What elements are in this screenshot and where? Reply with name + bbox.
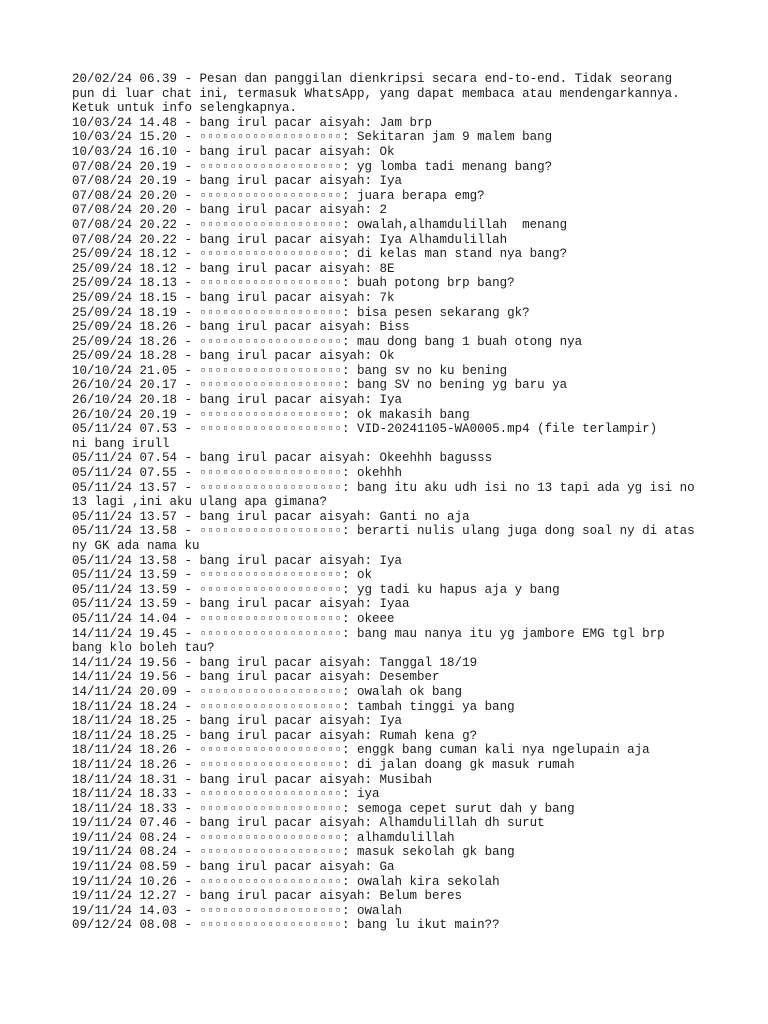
chat-line: 05/11/24 07.55 - ▫▫▫▫▫▫▫▫▫▫▫▫▫▫▫▫▫▫▫: okehhh <box>72 466 403 481</box>
chat-line: 19/11/24 08.24 - ▫▫▫▫▫▫▫▫▫▫▫▫▫▫▫▫▫▫▫: alhamdulillah <box>72 830 455 845</box>
chat-line: 25/09/24 18.12 - ▫▫▫▫▫▫▫▫▫▫▫▫▫▫▫▫▫▫▫: di kelas man stand nya bang? <box>72 247 568 262</box>
chat-line: 10/03/24 16.10 - bang irul pacar aisyah: Ok <box>72 144 395 159</box>
chat-line: 09/12/24 08.08 - ▫▫▫▫▫▫▫▫▫▫▫▫▫▫▫▫▫▫▫: bang lu ikut main?? <box>72 918 500 933</box>
chat-transcript <box>72 72 703 933</box>
chat-line: 18/11/24 18.26 - ▫▫▫▫▫▫▫▫▫▫▫▫▫▫▫▫▫▫▫: enggk bang cuman kali nya ngelupain aja <box>72 743 650 758</box>
chat-line: 10/03/24 15.20 - ▫▫▫▫▫▫▫▫▫▫▫▫▫▫▫▫▫▫▫: Sekitaran jam 9 malem bang <box>72 130 553 145</box>
chat-line: 07/08/24 20.20 - ▫▫▫▫▫▫▫▫▫▫▫▫▫▫▫▫▫▫▫: juara berapa emg? <box>72 188 485 203</box>
chat-line: 18/11/24 18.31 - bang irul pacar aisyah: Musibah <box>72 772 433 787</box>
chat-line: 05/11/24 13.58 - ▫▫▫▫▫▫▫▫▫▫▫▫▫▫▫▫▫▫▫: berarti nulis ulang juga dong soal ny di atas ny GK ada nama ku <box>72 524 703 553</box>
chat-line: 05/11/24 13.59 - ▫▫▫▫▫▫▫▫▫▫▫▫▫▫▫▫▫▫▫: yg tadi ku hapus aja y bang <box>72 582 560 597</box>
chat-line: 10/03/24 14.48 - bang irul pacar aisyah: Jam brp <box>72 115 433 130</box>
chat-line: 19/11/24 12.27 - bang irul pacar aisyah: Belum beres <box>72 889 463 904</box>
chat-line: 19/11/24 14.03 - ▫▫▫▫▫▫▫▫▫▫▫▫▫▫▫▫▫▫▫: owalah <box>72 903 403 918</box>
chat-line: 18/11/24 18.33 - ▫▫▫▫▫▫▫▫▫▫▫▫▫▫▫▫▫▫▫: iya <box>72 787 380 802</box>
chat-line: 19/11/24 07.46 - bang irul pacar aisyah: Alhamdulillah dh surut <box>72 816 545 831</box>
chat-line: 25/09/24 18.19 - ▫▫▫▫▫▫▫▫▫▫▫▫▫▫▫▫▫▫▫: bisa pesen sekarang gk? <box>72 305 530 320</box>
chat-line: 07/08/24 20.22 - ▫▫▫▫▫▫▫▫▫▫▫▫▫▫▫▫▫▫▫: owalah,alhamdulillah menang <box>72 217 568 232</box>
chat-line: 05/11/24 13.57 - ▫▫▫▫▫▫▫▫▫▫▫▫▫▫▫▫▫▫▫: bang itu aku udh isi no 13 tapi ada yg isi no 13 lagi ,ini aku ulang apa gimana? <box>72 480 703 510</box>
chat-line: 07/08/24 20.20 - bang irul pacar aisyah: 2 <box>72 203 388 218</box>
chat-line: 14/11/24 19.45 - ▫▫▫▫▫▫▫▫▫▫▫▫▫▫▫▫▫▫▫: bang mau nanya itu yg jambore EMG tgl brp bang klo boleh tau? <box>72 626 673 656</box>
chat-line: 18/11/24 18.25 - bang irul pacar aisyah: Rumah kena g? <box>72 728 478 743</box>
chat-line: 14/11/24 19.56 - bang irul pacar aisyah: Desember <box>72 670 440 685</box>
chat-line: 18/11/24 18.33 - ▫▫▫▫▫▫▫▫▫▫▫▫▫▫▫▫▫▫▫: semoga cepet surut dah y bang <box>72 801 575 816</box>
chat-line: 19/11/24 10.26 - ▫▫▫▫▫▫▫▫▫▫▫▫▫▫▫▫▫▫▫: owalah kira sekolah <box>72 874 500 889</box>
chat-line: 26/10/24 20.17 - ▫▫▫▫▫▫▫▫▫▫▫▫▫▫▫▫▫▫▫: bang SV no bening yg baru ya <box>72 378 568 393</box>
chat-line: 19/11/24 08.59 - bang irul pacar aisyah: Ga <box>72 860 395 875</box>
chat-line: 14/11/24 19.56 - bang irul pacar aisyah: Tanggal 18/19 <box>72 655 478 670</box>
chat-line: 25/09/24 18.15 - bang irul pacar aisyah: 7k <box>72 290 395 305</box>
chat-line: 19/11/24 08.24 - ▫▫▫▫▫▫▫▫▫▫▫▫▫▫▫▫▫▫▫: masuk sekolah gk bang <box>72 845 515 860</box>
chat-line: 26/10/24 20.18 - bang irul pacar aisyah: Iya <box>72 393 403 408</box>
chat-line: 05/11/24 14.04 - ▫▫▫▫▫▫▫▫▫▫▫▫▫▫▫▫▫▫▫: okeee <box>72 611 395 626</box>
chat-line: 25/09/24 18.12 - bang irul pacar aisyah: 8E <box>72 261 395 276</box>
chat-line: 07/08/24 20.19 - bang irul pacar aisyah: Iya <box>72 174 403 189</box>
chat-line: 07/08/24 20.22 - bang irul pacar aisyah: Iya Alhamdulillah <box>72 232 508 247</box>
chat-line: 18/11/24 18.26 - ▫▫▫▫▫▫▫▫▫▫▫▫▫▫▫▫▫▫▫: di jalan doang gk masuk rumah <box>72 757 575 772</box>
chat-line: 07/08/24 20.19 - ▫▫▫▫▫▫▫▫▫▫▫▫▫▫▫▫▫▫▫: yg lomba tadi menang bang? <box>72 159 553 174</box>
chat-line: 05/11/24 13.58 - bang irul pacar aisyah: Iya <box>72 553 403 568</box>
chat-line: 25/09/24 18.28 - bang irul pacar aisyah: Ok <box>72 349 395 364</box>
chat-line: 05/11/24 07.53 - ▫▫▫▫▫▫▫▫▫▫▫▫▫▫▫▫▫▫▫: VID-20241105-WA0005.mp4 (file terlampir) ni bang irull <box>72 422 658 451</box>
chat-line: 26/10/24 20.19 - ▫▫▫▫▫▫▫▫▫▫▫▫▫▫▫▫▫▫▫: ok makasih bang <box>72 407 470 422</box>
chat-line: 20/02/24 06.39 - Pesan dan panggilan dienkripsi secara end-to-end. Tidak seorang pun di luar chat ini, termasuk WhatsApp, yang dapat membaca atau mendengarkannya. Ketuk untuk info selengkapnya. <box>72 72 688 116</box>
chat-line: 10/10/24 21.05 - ▫▫▫▫▫▫▫▫▫▫▫▫▫▫▫▫▫▫▫: bang sv no ku bening <box>72 363 508 378</box>
chat-line: 18/11/24 18.25 - bang irul pacar aisyah: Iya <box>72 714 403 729</box>
chat-line: 05/11/24 13.59 - ▫▫▫▫▫▫▫▫▫▫▫▫▫▫▫▫▫▫▫: ok <box>72 568 373 583</box>
chat-line: 18/11/24 18.24 - ▫▫▫▫▫▫▫▫▫▫▫▫▫▫▫▫▫▫▫: tambah tinggi ya bang <box>72 699 515 714</box>
chat-line: 05/11/24 07.54 - bang irul pacar aisyah: Okeehhh bagusss <box>72 451 493 466</box>
chat-line: 25/09/24 18.26 - ▫▫▫▫▫▫▫▫▫▫▫▫▫▫▫▫▫▫▫: mau dong bang 1 buah otong nya <box>72 334 583 349</box>
chat-line: 05/11/24 13.57 - bang irul pacar aisyah: Ganti no aja <box>72 509 470 524</box>
chat-line: 25/09/24 18.26 - bang irul pacar aisyah: Biss <box>72 320 410 335</box>
chat-line: 14/11/24 20.09 - ▫▫▫▫▫▫▫▫▫▫▫▫▫▫▫▫▫▫▫: owalah ok bang <box>72 684 463 699</box>
chat-line: 25/09/24 18.13 - ▫▫▫▫▫▫▫▫▫▫▫▫▫▫▫▫▫▫▫: buah potong brp bang? <box>72 276 515 291</box>
chat-line: 05/11/24 13.59 - bang irul pacar aisyah: Iyaa <box>72 597 410 612</box>
